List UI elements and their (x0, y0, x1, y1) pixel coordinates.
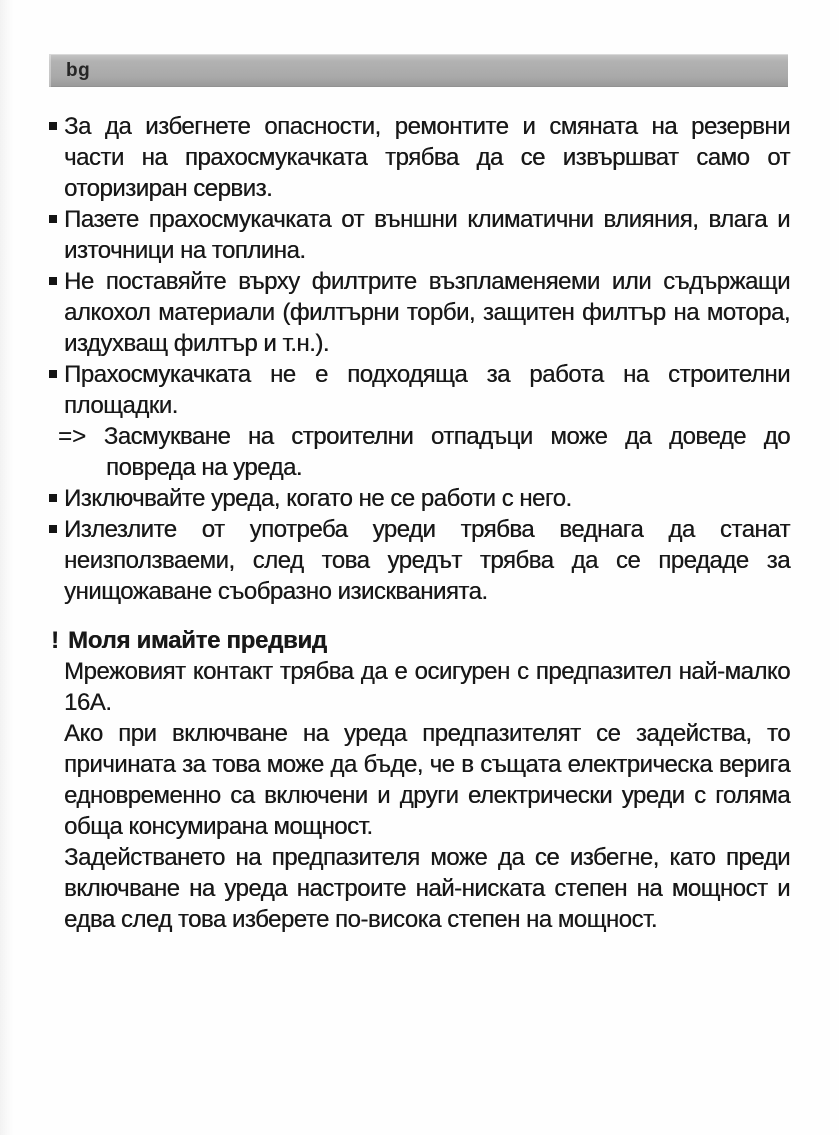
bullet-item-switch-off (48, 483, 790, 514)
bullet-text: Излезлите от употреба уреди трябва веднага да станат неизползваеми, след това уредът трябва да се предаде за унищожаване съобразно изискванията. (64, 516, 790, 605)
note-paragraph-trip-avoid: Задействането на предпазителя може да се избегне, като преди включване на уреда настроите най-ниската степен на мощност и едва след това изберете по-висока степен на мощност. (64, 844, 790, 933)
square-bullet-icon (49, 277, 57, 285)
consequence-text: Засмукване на строителни отпадъци може да доведе до повреда на уреда. (103, 423, 790, 481)
arrow-marker: => (58, 423, 87, 450)
square-bullet-icon (49, 525, 57, 533)
language-code-label: bg (66, 59, 91, 81)
note-heading-text: Моля имайте предвид (68, 627, 327, 654)
bullet-item-climate (48, 204, 790, 266)
please-note-section (48, 625, 790, 935)
bullet-text: Не поставяйте върху филтрите възпламеняеми или съдържащи алкохол материали (филтърни торби, защитен филтър на мотора, издухващ филтър и т.н.). (64, 268, 790, 357)
bullet-text: За да избегнете опасности, ремонтите и смяната на резервни части на прахосмукачката трябва да се извършват само от оторизиран сервиз. (64, 113, 790, 202)
safety-instructions (48, 111, 790, 935)
square-bullet-icon (49, 370, 57, 378)
exclamation-marker: ! (51, 627, 59, 654)
bullet-text: Изключвайте уреда, когато не се работи с него. (64, 485, 572, 512)
note-heading (48, 625, 790, 656)
language-section-bar (49, 54, 788, 87)
note-paragraph-trip-cause: Ако при включване на уреда предпазителят се задейства, то причината за това може да бъде, че в същата електрическа верига едновременно са включени и други електрически уреди с голяма обща консумирана мощност. (64, 720, 790, 840)
square-bullet-icon (49, 215, 57, 223)
safety-bullet-list (48, 111, 790, 607)
bullet-item-disposal (48, 514, 790, 607)
bullet-item-flammable (48, 266, 790, 359)
scan-edge-shadow (0, 0, 14, 1135)
bullet-item-repairs (48, 111, 790, 204)
square-bullet-icon (49, 122, 57, 130)
bullet-item-construction (48, 359, 790, 483)
bullet-text: Прахосмукачката не е подходяща за работа на строителни площадки. (64, 361, 790, 419)
square-bullet-icon (49, 494, 57, 502)
note-paragraph-fuse: Мрежовият контакт трябва да е осигурен с предпазител най-малко 16A. (64, 658, 790, 716)
bullet-text: Пазете прахосмукачката от външни климатични влияния, влага и източници на топлина. (64, 206, 790, 264)
consequence-note (58, 421, 790, 483)
